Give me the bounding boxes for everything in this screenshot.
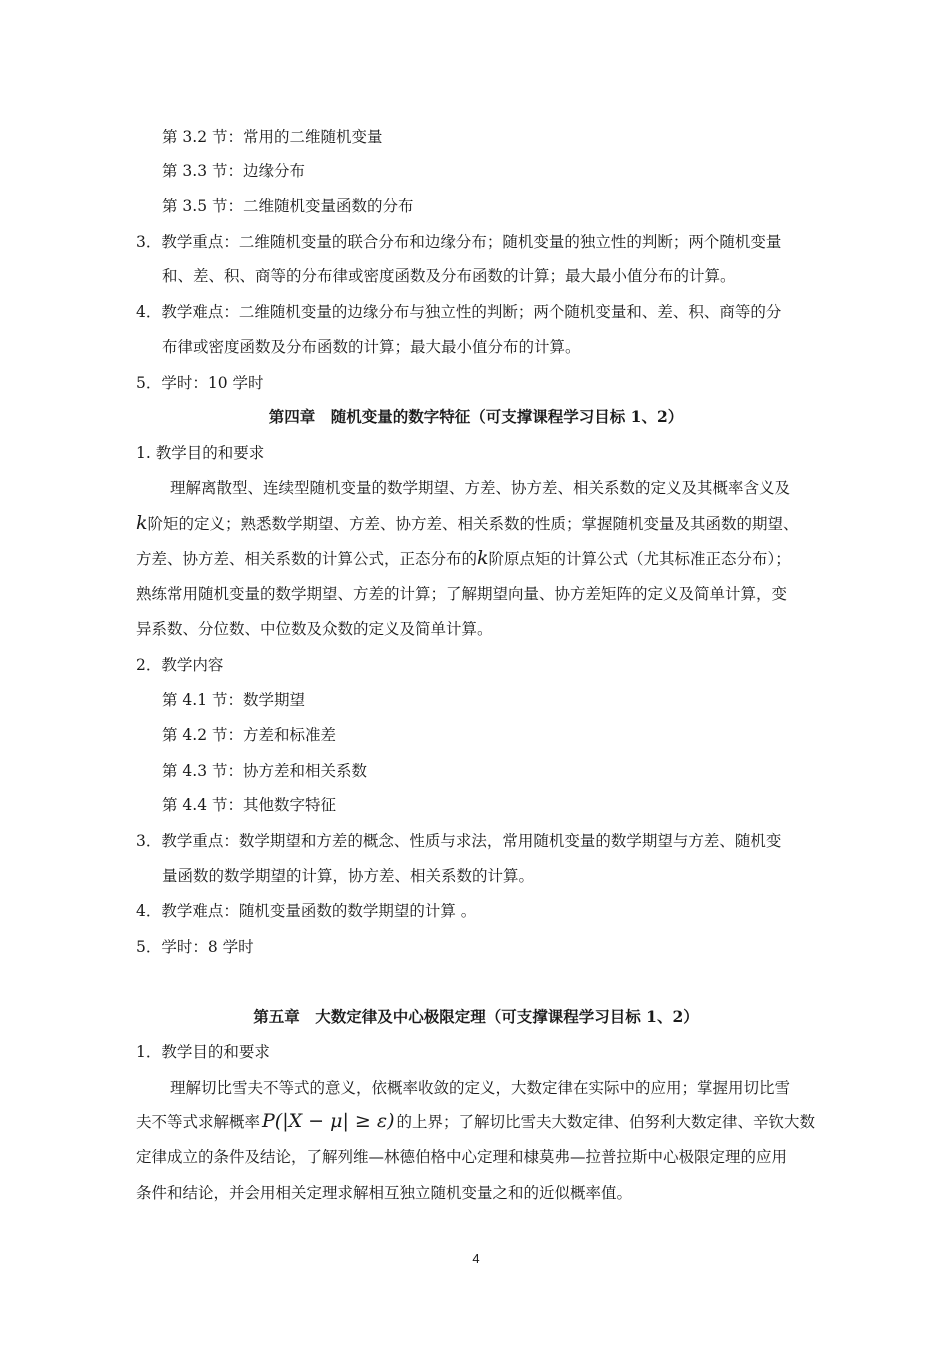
section-4-2: 第 4.2 节：方差和标准差 (162, 726, 337, 744)
ch5-goal-line4: 条件和结论，并会用相关定理求解相互独立随机变量之和的近似概率值。 (136, 1184, 633, 1202)
ch4-goal-line1: 理解离散型、连续型随机变量的数学期望、方差、协方差、相关系数的定义及其概率含义及 (170, 479, 791, 497)
section-4-3: 第 4.3 节：协方差和相关系数 (162, 762, 368, 780)
ch4-goal-line3: 方差、协方差、相关系数的计算公式，正态分布的k阶原点矩的计算公式（尤其标准正态分布）； (136, 547, 791, 569)
ch4-difficulties: 4．教学难点：随机变量函数的数学期望的计算 。 (136, 902, 477, 920)
variable-k: k (136, 512, 148, 534)
ch4-key-points-line1: 3．教学重点：数学期望和方差的概念、性质与求法，常用随机变量的数学期望与方差、随机变 (136, 832, 782, 850)
ch4-content-heading: 2．教学内容 (136, 656, 224, 674)
section-3-3: 第 3.3 节：边缘分布 (162, 162, 306, 180)
ch3-difficulties-line2: 布律或密度函数及分布函数的计算；最大最小值分布的计算。 (162, 338, 581, 356)
ch4-key-points-line2: 量函数的数学期望的计算，协方差、相关系数的计算。 (162, 867, 535, 885)
ch5-goal-line2: 夫不等式求解概率 P(|X − μ| ≥ ε) 的上界；了解切比雪夫大数定律、伯努利大数定律、辛钦大数 (136, 1110, 816, 1132)
ch4-goal-heading: 1. 教学目的和要求 (136, 444, 265, 462)
ch5-goal-line1: 理解切比雪夫不等式的意义，依概率收敛的定义，大数定律在实际中的应用；掌握用切比雪 (170, 1079, 791, 1097)
section-3-2: 第 3.2 节：常用的二维随机变量 (162, 128, 383, 146)
page-number: 4 (472, 1251, 480, 1266)
ch4-goal-line5: 异系数、分位数、中位数及众数的定义及简单计算。 (136, 620, 493, 638)
section-4-1: 第 4.1 节：数学期望 (162, 691, 306, 709)
chapter-4-title: 第四章 随机变量的数字特征（可支撑课程学习目标 1、2） (268, 407, 684, 426)
ch3-key-points-line2: 和、差、积、商等的分布律或密度函数及分布函数的计算；最大最小值分布的计算。 (162, 267, 736, 285)
probability-formula: P(|X − μ| ≥ ε) (262, 1110, 395, 1132)
ch4-goal-line2: k阶矩的定义；熟悉数学期望、方差、协方差、相关系数的性质；掌握随机变量及其函数的期望、 (136, 512, 799, 534)
ch3-key-points-line1: 3．教学重点：二维随机变量的联合分布和边缘分布；随机变量的独立性的判断；两个随机变量 (136, 233, 782, 251)
ch5-goal-heading: 1．教学目的和要求 (136, 1043, 270, 1061)
ch3-hours: 5．学时：10 学时 (136, 374, 264, 392)
ch5-goal-line3: 定律成立的条件及结论，了解列维—林德伯格中心定理和棣莫弗—拉普拉斯中心极限定理的应用 (136, 1148, 788, 1166)
variable-k: k (477, 547, 489, 569)
ch3-difficulties-line1: 4．教学难点：二维随机变量的边缘分布与独立性的判断；两个随机变量和、差、积、商等的分 (136, 303, 782, 321)
section-3-5: 第 3.5 节：二维随机变量函数的分布 (162, 197, 414, 215)
chapter-5-title: 第五章 大数定律及中心极限定理（可支撑课程学习目标 1、2） (253, 1007, 699, 1026)
section-4-4: 第 4.4 节：其他数字特征 (162, 796, 337, 814)
ch4-goal-line4: 熟练常用随机变量的数学期望、方差的计算；了解期望向量、协方差矩阵的定义及简单计算，变 (136, 585, 788, 603)
ch4-hours: 5．学时：8 学时 (136, 938, 254, 956)
